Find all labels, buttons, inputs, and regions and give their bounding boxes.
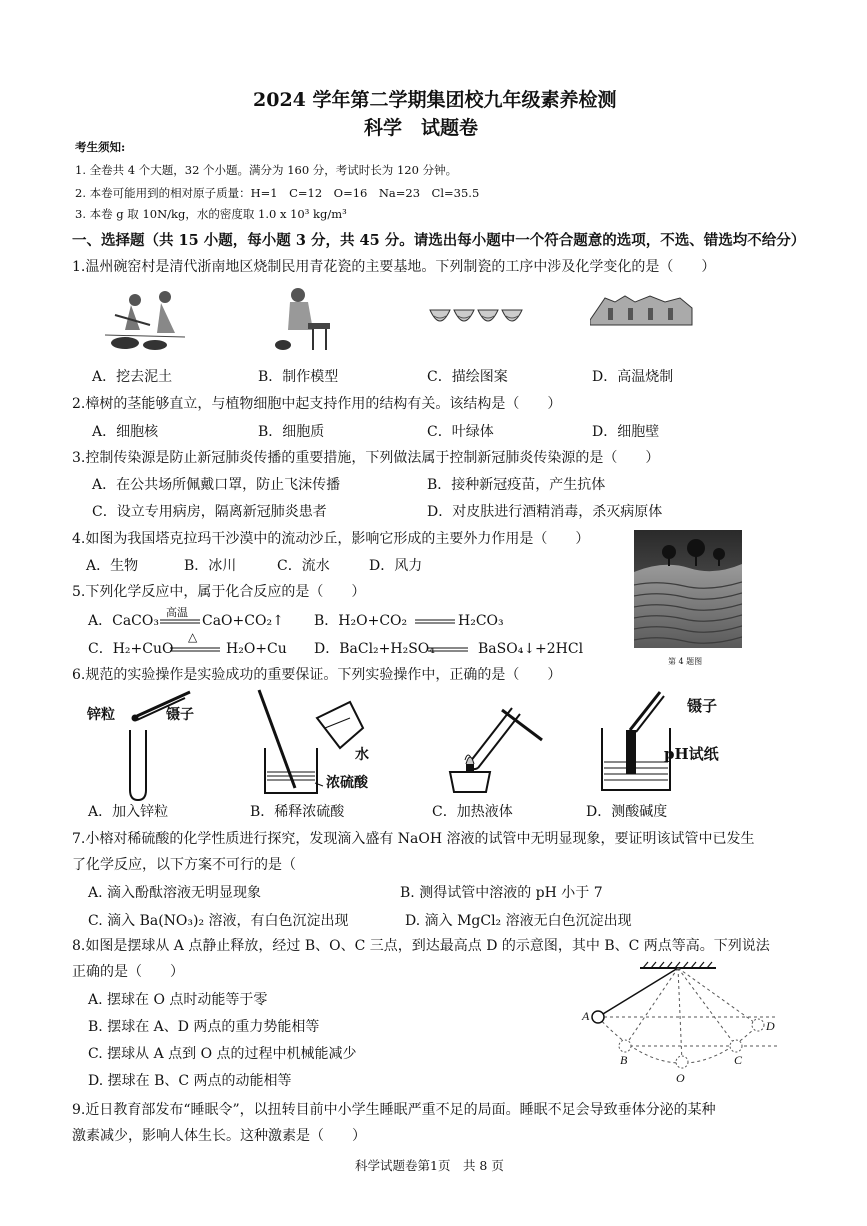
q5-option-a-equals (160, 619, 200, 624)
q6-figure-c-heating (440, 690, 550, 800)
q7-stem-line-2: 了化学反应，以下方案不可行的是（ (72, 857, 296, 873)
notice-heading: 考生须知: (75, 140, 126, 154)
q5-option-c-products: H₂O+Cu (226, 641, 287, 657)
q1-option-a: A．挖去泥土 (92, 369, 173, 385)
q4-figure-sand-dune (634, 530, 742, 648)
q5-option-a-reactants: A．CaCO₃ (88, 613, 159, 629)
q5-option-b-reactants: B．H₂O+CO₂ (314, 613, 408, 629)
q6-option-c: C．加热液体 (432, 804, 513, 820)
q1-option-d: D．高温烧制 (592, 369, 674, 385)
q3-option-b: B．接种新冠疫苗，产生抗体 (427, 477, 606, 493)
q6-option-b: B．稀释浓硫酸 (250, 804, 345, 820)
q5-option-c-reactants: C．H₂+CuO (88, 641, 174, 657)
q8-stem-line-1: 8.如图是摆球从 A 点静止释放，经过 B、O、C 三点，到达最高点 D 的示意图，其中 B、C 两点等高。下列说法 (72, 938, 770, 954)
q7-option-d: D. 滴入 MgCl₂ 溶液无白色沉淀出现 (405, 913, 632, 929)
q8-option-d: D. 摆球在 B、C 两点的动能相等 (88, 1073, 292, 1089)
q8-point-c: C (734, 1053, 743, 1067)
q6-label-tweezers-d: 镊子 (687, 697, 718, 715)
q5-stem: 5.下列化学反应中，属于化合反应的是（ ） (72, 584, 366, 600)
q4-option-d: D．风力 (369, 558, 423, 574)
q2-option-b: B．细胞质 (258, 424, 325, 440)
q5-option-d-products: BaSO₄↓+2HCl (478, 641, 584, 657)
q8-option-c: C. 摆球从 A 点到 O 点的过程中机械能减少 (88, 1046, 357, 1062)
q5-option-d-equals (428, 647, 468, 652)
q5-option-a-condition: 高温 (166, 606, 188, 619)
q6-label-ph-paper: pH试纸 (664, 745, 719, 763)
q1-option-c: C．描绘图案 (427, 369, 508, 385)
q5-option-c-condition: △ (188, 630, 198, 644)
exam-title: 2024 学年第二学期集团校九年级素养检测 (253, 89, 617, 111)
q5-option-a-products: CaO+CO₂↑ (202, 613, 284, 629)
q8-option-b: B. 摆球在 A、D 两点的重力势能相等 (88, 1019, 320, 1035)
q3-option-d: D．对皮肤进行酒精消毒，杀灭病原体 (427, 504, 663, 520)
notice-item-2: 2. 本卷可能用到的相对原子质量：H=1 C=12 O=16 Na=23 Cl=35.5 (75, 186, 480, 200)
q1-figure-kiln (590, 290, 695, 335)
q7-option-c: C. 滴入 Ba(NO₃)₂ 溶液，有白色沉淀出现 (88, 913, 349, 929)
q6-label-zinc: 锌粒 (87, 707, 115, 723)
section-1-heading: 一、选择题（共 15 小题，每小题 3 分，共 45 分。请选出每小题中一个符合题意的选项，不选、错选均不给分） (72, 232, 806, 249)
q9-stem-line-2: 激素减少，影响人体生长。这种激素是（ ） (72, 1128, 366, 1144)
q6-label-conc-acid: 浓硫酸 (326, 775, 368, 791)
page-footer: 科学试题卷第1页 共 8 页 (355, 1158, 504, 1173)
q2-option-d: D．细胞壁 (592, 424, 660, 440)
q4-option-a: A．生物 (86, 558, 139, 574)
q2-stem: 2.樟树的茎能够直立，与植物细胞中起支持作用的结构有关。该结构是（ ） (72, 396, 562, 412)
q6-stem: 6.规范的实验操作是实验成功的重要保证。下列实验操作中，正确的是（ ） (72, 667, 562, 683)
q6-option-a: A．加入锌粒 (88, 804, 169, 820)
q8-figure-pendulum (578, 960, 783, 1085)
q7-option-a: A. 滴入酚酞溶液无明显现象 (88, 885, 262, 901)
q1-figure-molding (268, 285, 338, 355)
q2-option-c: C．叶绿体 (427, 424, 494, 440)
q8-point-o: O (676, 1071, 685, 1085)
q1-option-b: B．制作模型 (258, 369, 339, 385)
q8-point-b: B (620, 1053, 628, 1067)
q4-figure-caption: 第 4 题图 (668, 657, 703, 666)
q7-option-b: B. 测得试管中溶液的 pH 小于 7 (400, 885, 603, 901)
q9-stem-line-1: 9.近日教育部发布“睡眠令”，以扭转目前中小学生睡眠严重不足的局面。睡眠不足会导致垂体分泌的某种 (72, 1102, 716, 1118)
q3-option-c: C．设立专用病房，隔离新冠肺炎患者 (92, 504, 327, 520)
q1-stem: 1.温州碗窑村是清代浙南地区烧制民用青花瓷的主要基地。下列制瓷的工序中涉及化学变化的是（ ） (72, 259, 716, 275)
q4-option-b: B．冰川 (184, 558, 237, 574)
q6-label-tweezers-a: 镊子 (166, 707, 194, 723)
notice-item-1: 1. 全卷共 4 个大题，32 个小题。满分为 160 分，考试时长为 120 分钟。 (75, 163, 458, 177)
q8-stem-line-2: 正确的是（ ） (72, 964, 184, 980)
q5-option-b-equals (415, 619, 455, 624)
q6-option-d: D．测酸碱度 (586, 804, 668, 820)
q6-label-water: 水 (355, 747, 369, 763)
q4-option-c: C．流水 (277, 558, 330, 574)
q8-option-a: A. 摆球在 O 点时动能等于零 (88, 992, 268, 1008)
q5-option-c-equals (170, 647, 220, 652)
q8-point-a: A (582, 1009, 590, 1023)
q7-stem-line-1: 7.小榕对稀硫酸的化学性质进行探究，发现滴入盛有 NaOH 溶液的试管中无明显现象，要证明该试管中已发生 (72, 831, 755, 847)
q1-figure-digging (95, 285, 195, 355)
q5-option-b-products: H₂CO₃ (458, 613, 504, 629)
q3-option-a: A．在公共场所佩戴口罩，防止飞沫传播 (92, 477, 341, 493)
q2-option-a: A．细胞核 (92, 424, 159, 440)
q5-option-d-reactants: D．BaCl₂+H₂SO₄ (314, 641, 435, 657)
q8-point-d: D (766, 1019, 775, 1033)
notice-item-3: 3. 本卷 g 取 10N/kg，水的密度取 1.0 x 10³ kg/m³ (75, 207, 347, 221)
exam-subtitle: 科学 试题卷 (364, 117, 479, 139)
q3-stem: 3.控制传染源是防止新冠肺炎传播的重要措施，下列做法属于控制新冠肺炎传染源的是（ ） (72, 450, 660, 466)
q4-stem: 4.如图为我国塔克拉玛干沙漠中的流动沙丘，影响它形成的主要外力作用是（ ） (72, 531, 590, 547)
q1-figure-bowls (428, 300, 528, 340)
